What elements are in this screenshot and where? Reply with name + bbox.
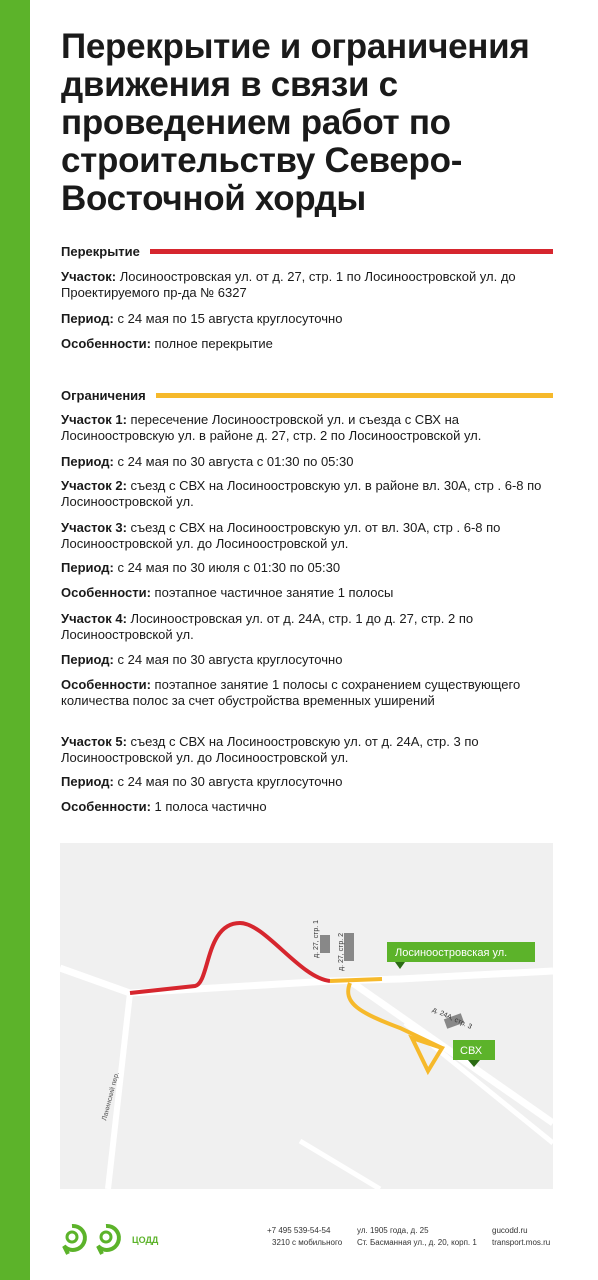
footer-address-1: ул. 1905 года, д. 25: [357, 1226, 429, 1235]
restriction-item-2: Период: с 24 мая по 30 августа с 01:30 по 05:30: [61, 454, 354, 469]
footer-site-1: gucodd.ru: [492, 1226, 528, 1235]
restriction-item-5: Период: с 24 мая по 30 июля с 01:30 по 05:30: [61, 560, 341, 575]
codd-logo-text: ЦОДД: [132, 1235, 159, 1245]
footer-site-2: transport.mos.ru: [492, 1238, 551, 1247]
restriction-item-9: Особенности: поэтапное занятие 1 полосы с сохранением существующего количества полос за счет обустройства временных уширений: [61, 677, 521, 708]
building-27-1: [320, 935, 330, 953]
footer-address-2: Ст. Басманная ул., д. 20, корп. 1: [357, 1238, 477, 1247]
closure-item-period: Период: с 24 мая по 15 августа круглосуточно: [61, 311, 343, 326]
codd-logo-icon: [60, 1220, 170, 1260]
footer: [0, 1210, 598, 1280]
closure-red-line: [150, 249, 553, 254]
restriction-item-6: Особенности: поэтапное частичное занятие 1 полосы: [61, 585, 394, 600]
restriction-item-10: Участок 5: съезд с СВХ на Лосиноостровскую ул. от д. 24А, стр. 3 по Лосиноостровской ул. до Лосиноостровской ул.: [61, 734, 479, 765]
closure-section-heading: [61, 241, 553, 261]
building-label-1: д. 27, стр. 1: [313, 919, 320, 958]
restriction-item-3: Участок 2: съезд с СВХ на Лосиноостровскую ул. в районе вл. 30А, стр . 6-8 по Лосиноостровской ул.: [61, 478, 542, 509]
svh-label: СВХ: [460, 1045, 483, 1057]
page-title: Перекрытие и ограничения движения в связи с проведением работ по строительству Северо-Восточной хорды: [61, 27, 530, 218]
restrictions-heading-label: Ограничения: [61, 387, 146, 403]
map: [60, 843, 553, 1189]
restriction-item-12: Особенности: 1 полоса частично: [61, 799, 267, 814]
green-side-bar: [0, 0, 30, 1280]
restrictions-section-heading: [61, 385, 553, 405]
footer-mobile: 3210 с мобильного: [272, 1238, 343, 1247]
building-27-2: [344, 933, 354, 961]
street-label: Лосиноостровская ул.: [395, 947, 508, 959]
closure-item-features: Особенности: полное перекрытие: [61, 336, 273, 351]
building-label-3: д. 24А, стр. 3: [431, 1006, 473, 1031]
restriction-route-main: [330, 979, 382, 981]
building-label-2: д. 27, стр. 2: [338, 932, 345, 971]
footer-phone: +7 495 539-54-54: [267, 1226, 331, 1235]
svh-road-1: [350, 981, 553, 1123]
restrictions-yellow-line: [156, 393, 553, 398]
lane-label: Ланинский пер.: [101, 1071, 121, 1122]
restriction-item-11: Период: с 24 мая по 30 августа круглосуточно: [61, 774, 343, 789]
restriction-item-1: Участок 1: пересечение Лосиноостровской ул. и съезда с СВХ на Лосиноостровскую ул. в районе д. 27, стр. 2 по Лосиноостровской ул.: [61, 412, 482, 443]
closure-item-section: Участок: Лосиноостровская ул. от д. 27, стр. 1 по Лосиноостровской ул. до Проектируемого пр-да № 6327: [61, 269, 516, 300]
side-road: [300, 1141, 380, 1189]
restriction-item-8: Период: с 24 мая по 30 августа круглосуточно: [61, 652, 343, 667]
closure-heading-label: Перекрытие: [61, 243, 140, 259]
restriction-item-7: Участок 4: Лосиноостровская ул. от д. 24А, стр. 1 до д. 27, стр. 2 по Лосиноостровской ул.: [61, 611, 474, 642]
restriction-item-4: Участок 3: съезд с СВХ на Лосиноостровскую ул. от вл. 30А, стр . 6-8 по Лосиноостровской ул. до Лосиноостровской ул.: [61, 520, 501, 551]
street-label-pointer: [395, 962, 405, 969]
